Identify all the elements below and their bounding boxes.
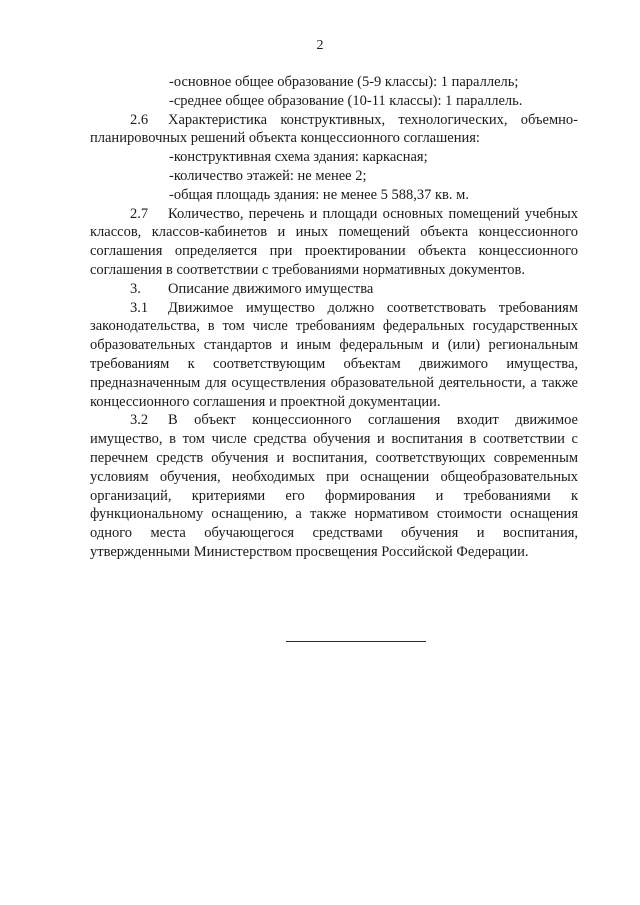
list-item-total-area: -общая площадь здания: не менее 5 588,37 кв. м.	[169, 186, 469, 203]
paragraph-3-1	[90, 299, 578, 412]
paragraph-number: 3.2	[130, 412, 149, 429]
paragraph-text: Движимое имущество должно соответствовать требованиям законодательства, в том числе требованиям федеральных государственных образовательных стандартов и иным федеральным и (или) региональным требованиям к соответствующим объектам движимого имущества, предназначенным для осуществления образовательной деятельности, а также концессионного соглашения и проектной документации.	[90, 299, 578, 410]
list-item-floors: -количество этажей: не менее 2;	[169, 167, 367, 184]
paragraph-number: 2.7	[130, 205, 149, 222]
paragraph-number: 2.6	[130, 111, 149, 128]
paragraph-2-7	[90, 205, 578, 280]
paragraph-text: Характеристика конструктивных, технологических, объемно-планировочных решений объекта концессионного соглашения:	[90, 111, 578, 147]
page-number: 2	[316, 38, 324, 53]
document-body	[90, 73, 578, 562]
section-title: Описание движимого имущества	[168, 280, 374, 297]
paragraph-number: 3.1	[130, 299, 149, 316]
section-number: 3.	[130, 280, 141, 297]
end-separator-line	[286, 641, 426, 642]
paragraph-text: В объект концессионного соглашения входит движимое имущество, в том числе средства обучения и воспитания в соответствии с перечнем средств обучения и воспитания, соответствующих современным условиям обучения, необходимых при оснащении общеобразовательных организаций, критериями его формирования и требованиями к функциональному оснащению, а также нормативом стоимости оснащения одного места обучающегося средствами обучения и воспитания, утвержденными Министерством просвещения Российской Федерации.	[90, 412, 578, 560]
list-item-basic-education: -основное общее образование (5-9 классы): 1 параллель;	[169, 74, 519, 90]
paragraph-3-2	[90, 411, 578, 561]
list-item-secondary-education: -среднее общее образование (10-11 классы): 1 параллель.	[169, 92, 523, 109]
paragraph-text: Количество, перечень и площади основных помещений учебных классов, классов-кабинетов и иных помещений объекта концессионного соглашения определяется при проектировании объекта концессионного соглашения в соответствии с требованиями нормативных документов.	[90, 205, 578, 278]
list-item-structural-scheme: -конструктивная схема здания: каркасная;	[169, 149, 428, 166]
paragraph-2-6	[90, 111, 578, 149]
section-heading-3	[90, 280, 578, 299]
